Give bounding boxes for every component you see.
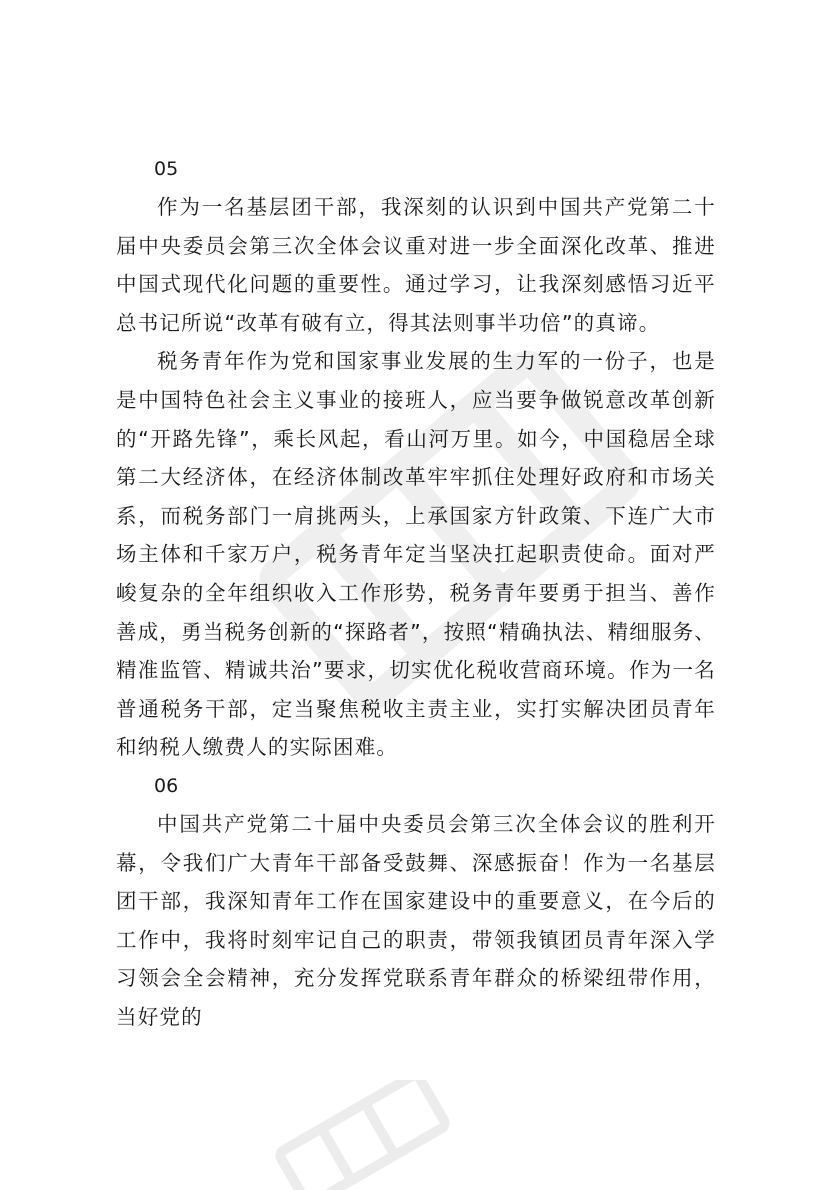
paragraph: 作为一名基层团干部，我深刻的认识到中国共产党第二十届中央委员会第三次全体会议重对进一步全面深化改革、推进中国式现代化问题的重要性。通过学习，让我深刻感悟习近平总书记所说“改革有破有立，得其法则事半功倍”的真谛。 — [116, 195, 716, 335]
paragraph: 税务青年作为党和国家事业发展的生力军的一份子，也是是中国特色社会主义事业的接班人，应当要争做锐意改革创新的“开路先锋”，乘长风起，看山河万里。如今，中国稳居全球第二大经济体，在经济体制改革牢牢抓住处理好政府和市场关系，而税务部门一肩挑两头，上承国家方针政策、下连广大市场主体和千家万户，税务青年定当坚决扛起职责使命。面对严峻复杂的全年组织收入工作形势，税务青年要勇于担当、善作善成，勇当税务创新的“探路者”，按照“精确执法、精细服务、精准监管、精诚共治”要求，切实优化税收营商环境。作为一名普通税务干部，定当聚焦税收主责主业，实打实解决团员青年和纳税人缴费人的实际困难。 — [116, 349, 716, 760]
section-number: 06 — [154, 774, 179, 797]
paragraph: 中国共产党第二十届中央委员会第三次全体会议的胜利开幕，令我们广大青年干部备受鼓舞、深感振奋！作为一名基层团干部，我深知青年工作在国家建设中的重要意义，在今后的工作中，我将时刻牢记自己的职责，带领我镇团员青年深入学习领会全会精神，充分发挥党联系青年群众的桥梁纽带作用，当好党的 — [116, 811, 716, 1029]
section-05 — [116, 150, 716, 767]
document-body — [116, 150, 716, 1036]
section-06 — [116, 767, 716, 1037]
section-number: 05 — [154, 158, 179, 180]
